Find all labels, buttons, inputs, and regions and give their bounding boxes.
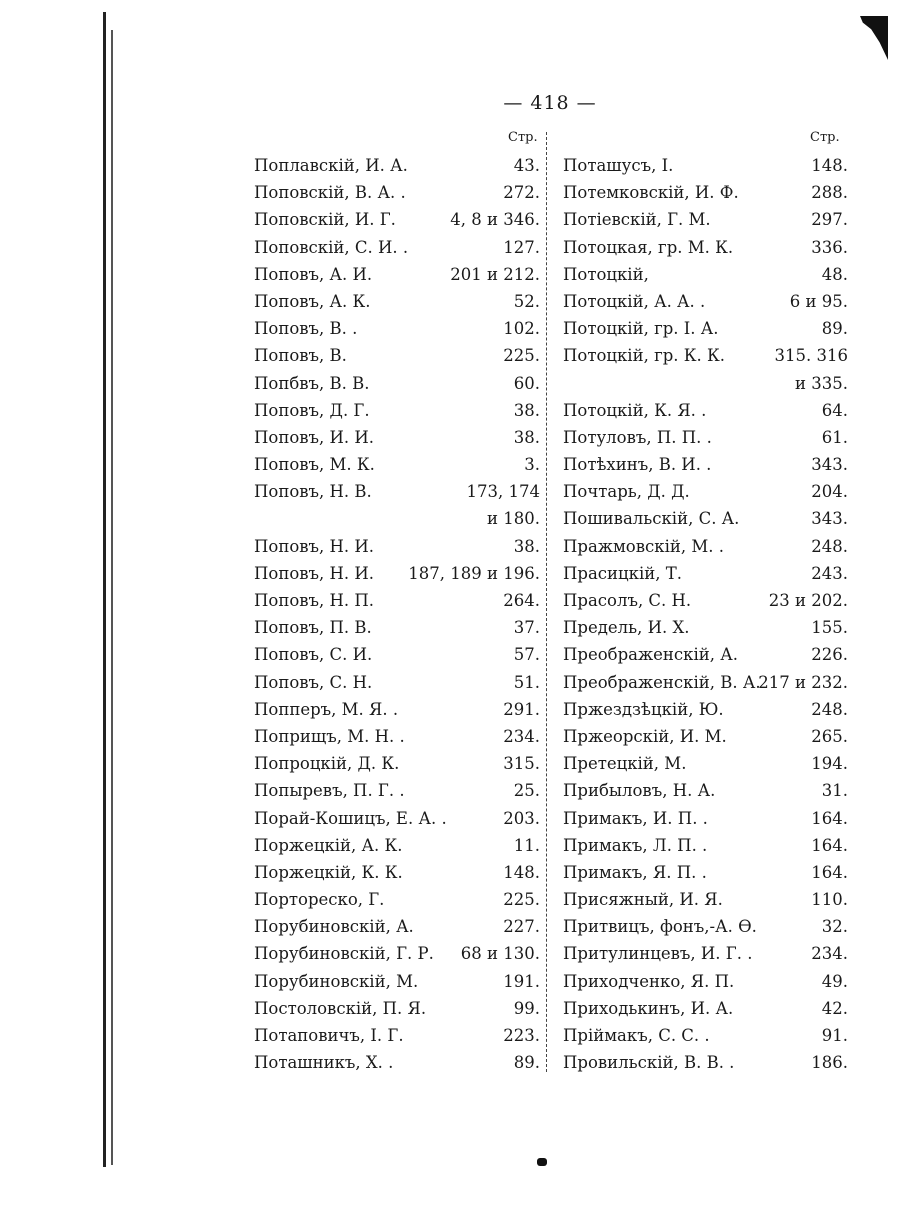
index-entry <box>563 669 848 696</box>
entry-name: Притвицъ, фонъ,-А. Ѳ. <box>563 917 757 937</box>
entry-name: Примакъ, Я. П. . <box>563 862 707 882</box>
entry-name: Порубиновскій, М. <box>254 971 419 991</box>
entry-pages: 32. <box>821 917 848 937</box>
entry-name: Провильскій, В. В. . <box>563 1053 735 1073</box>
entry-pages: 297. <box>811 210 848 230</box>
entry-pages: и 335. <box>795 373 848 393</box>
entry-name: Попперъ, М. Я. . <box>254 699 399 719</box>
left-column-pages-header: Стр. <box>508 130 538 145</box>
corner-ink-blot <box>860 16 888 60</box>
entry-pages: 102. <box>503 319 540 339</box>
entry-pages: 164. <box>811 835 848 855</box>
entry-pages: 61. <box>821 427 848 447</box>
entry-name: Поповъ, А. К. <box>254 291 371 311</box>
index-entry <box>254 451 540 478</box>
entry-name: Приходькинъ, И. А. <box>563 998 734 1018</box>
index-entry <box>254 805 540 832</box>
entry-name: Поповъ, С. И. <box>254 645 373 665</box>
entry-pages: 265. <box>811 726 848 746</box>
entry-pages: 51. <box>513 672 540 692</box>
index-entry <box>563 261 848 288</box>
index-entry <box>254 533 540 560</box>
entry-name: Поташникъ, Х. . <box>254 1053 394 1073</box>
entry-name: Прибыловъ, Н. А. <box>563 781 716 801</box>
entry-name: Поповъ, М. К. <box>254 455 375 475</box>
entry-name: Поповъ, Д. Г. <box>254 400 370 420</box>
binding-edge-line <box>103 12 106 1167</box>
entry-name: Поприщъ, М. Н. . <box>254 726 405 746</box>
entry-pages: 37. <box>513 618 540 638</box>
page-number: — 418 — <box>503 92 597 114</box>
index-entry <box>563 505 848 532</box>
entry-pages: 164. <box>811 862 848 882</box>
index-entry <box>563 234 848 261</box>
index-entry <box>254 478 540 505</box>
entry-pages: 225. <box>503 890 540 910</box>
entry-pages: 31. <box>821 781 848 801</box>
entry-pages: 187, 189 и 196. <box>408 563 540 583</box>
index-entry <box>563 968 848 995</box>
entry-pages: 25. <box>513 781 540 801</box>
entry-name: Поповскій, В. А. . <box>254 183 406 203</box>
index-entry <box>254 1049 540 1076</box>
entry-pages: 194. <box>811 754 848 774</box>
index-entry <box>254 913 540 940</box>
index-entry <box>254 1022 540 1049</box>
entry-name: Попроцкій, Д. К. <box>254 754 400 774</box>
entry-name: Примакъ, И. П. . <box>563 808 708 828</box>
entry-name: Потоцкій, гр. І. А. <box>563 319 719 339</box>
bottom-ink-mark <box>537 1158 547 1166</box>
entry-name: Попыревъ, П. Г. . <box>254 781 405 801</box>
entry-pages: 91. <box>821 1026 848 1045</box>
index-entry <box>563 696 848 723</box>
entry-pages: 315. <box>503 754 540 774</box>
entry-name: Пржеорскій, И. М. <box>563 726 727 746</box>
index-entry <box>563 886 848 913</box>
index-entry <box>254 696 540 723</box>
index-entry <box>563 1022 848 1049</box>
index-entry <box>563 451 848 478</box>
entry-pages: 64. <box>821 400 848 420</box>
index-entry <box>254 424 540 451</box>
index-entry <box>254 750 540 777</box>
index-entry <box>254 587 540 614</box>
entry-pages: и 180. <box>487 509 540 529</box>
entry-pages: 288. <box>811 183 848 203</box>
entry-name: Потоцкій, А. А. . <box>563 291 706 311</box>
entry-pages: 89. <box>821 319 848 339</box>
entry-pages: 173, 174 <box>466 482 540 502</box>
entry-name: Присяжный, И. Я. <box>563 890 723 910</box>
entry-name: Потемковскій, И. Ф. <box>563 183 739 203</box>
entry-name: Поржецкій, К. К. <box>254 862 403 882</box>
entry-name: Поповъ, С. Н. <box>254 672 373 692</box>
index-entry <box>563 587 848 614</box>
entry-pages: 336. <box>811 237 848 257</box>
column-divider <box>546 132 547 1072</box>
index-entry <box>254 832 540 859</box>
entry-name: Пошивальскій, С. А. <box>563 509 740 529</box>
index-entry <box>254 152 540 179</box>
entry-pages: 6 и 95. <box>789 291 848 311</box>
entry-pages: 127. <box>503 237 540 257</box>
entry-name: Порубиновскій, А. <box>254 917 414 937</box>
entry-name: Пріймакъ, С. С. . <box>563 1026 710 1045</box>
entry-name: Пржездзѣцкій, Ю. <box>563 699 724 719</box>
entry-name: Поповскій, И. Г. <box>254 210 396 230</box>
entry-pages: 148. <box>811 156 848 175</box>
entry-name: Поповъ, Н. И. <box>254 563 375 583</box>
entry-pages: 48. <box>821 264 848 284</box>
index-entry <box>563 940 848 967</box>
entry-name: Прасолъ, С. Н. <box>563 591 692 610</box>
index-entry <box>563 370 848 397</box>
entry-pages: 186. <box>811 1053 848 1073</box>
index-entry <box>254 995 540 1022</box>
entry-name: Портореско, Г. <box>254 890 385 910</box>
entry-pages: 291. <box>503 699 540 719</box>
entry-pages: 23 и 202. <box>768 591 848 610</box>
entry-name: Поповъ, Н. В. <box>254 482 372 502</box>
index-entry <box>563 750 848 777</box>
entry-pages: 243. <box>811 563 848 583</box>
entry-name: Порубиновскій, Г. Р. <box>254 944 434 964</box>
index-entry <box>563 913 848 940</box>
index-entry <box>563 315 848 342</box>
index-entry <box>254 968 540 995</box>
entry-pages: 164. <box>811 808 848 828</box>
index-entry <box>563 805 848 832</box>
index-entry <box>254 560 540 587</box>
entry-name: Поповскій, С. И. . <box>254 237 409 257</box>
entry-pages: 110. <box>811 890 848 910</box>
index-entry <box>254 261 540 288</box>
entry-pages: 3. <box>524 455 540 475</box>
index-entry <box>254 886 540 913</box>
entry-pages: 49. <box>821 971 848 991</box>
entry-pages: 148. <box>503 862 540 882</box>
entry-name: Поповъ, А. И. <box>254 264 373 284</box>
index-entry <box>254 505 540 532</box>
entry-name: Поповъ, И. И. <box>254 427 375 447</box>
entry-pages: 217 и 232. <box>758 672 848 692</box>
index-entry <box>563 859 848 886</box>
entry-pages: 68 и 130. <box>460 944 540 964</box>
entry-name: Попбвъ, В. В. <box>254 373 370 393</box>
entry-pages: 343. <box>811 509 848 529</box>
entry-name: Поповъ, П. В. <box>254 618 372 638</box>
entry-name: Приходченко, Я. П. <box>563 971 735 991</box>
index-entry <box>563 342 848 369</box>
entry-name: Потоцкій, <box>563 264 649 284</box>
entry-pages: 225. <box>503 346 540 366</box>
index-entry <box>563 206 848 233</box>
index-entry <box>563 533 848 560</box>
entry-pages: 57. <box>513 645 540 665</box>
index-entry <box>254 777 540 804</box>
index-entry <box>563 641 848 668</box>
index-entry <box>254 723 540 750</box>
entry-pages: 38. <box>513 427 540 447</box>
index-entry <box>563 832 848 859</box>
entry-pages: 248. <box>811 699 848 719</box>
entry-pages: 52. <box>513 291 540 311</box>
entry-name: Поташусъ, І. <box>563 156 674 175</box>
entry-name: Потоцкій, К. Я. . <box>563 400 707 420</box>
index-entry <box>563 777 848 804</box>
entry-name: Потоцкая, гр. М. К. <box>563 237 734 257</box>
entry-pages: 223. <box>503 1026 540 1045</box>
index-entry <box>563 614 848 641</box>
entry-name: Претецкій, М. <box>563 754 687 774</box>
entry-name: Потіевскій, Г. М. <box>563 210 711 230</box>
index-entry <box>254 614 540 641</box>
entry-name: Поповъ, В. . <box>254 319 358 339</box>
entry-pages: 99. <box>513 998 540 1018</box>
entry-pages: 343. <box>811 455 848 475</box>
entry-name: Поповъ, В. <box>254 346 347 366</box>
index-entry <box>254 234 540 261</box>
index-entry <box>254 179 540 206</box>
entry-pages: 11. <box>513 835 540 855</box>
index-entry <box>563 152 848 179</box>
index-entry <box>254 641 540 668</box>
entry-pages: 203. <box>503 808 540 828</box>
binding-edge-line-inner <box>111 30 113 1165</box>
entry-pages: 38. <box>513 536 540 556</box>
entry-name: Почтарь, Д. Д. <box>563 482 690 502</box>
right-index-column <box>563 152 848 1076</box>
entry-name: Притулинцевъ, И. Г. . <box>563 944 753 964</box>
entry-pages: 227. <box>503 917 540 937</box>
right-column-pages-header: Стр. <box>810 130 840 145</box>
entry-pages: 38. <box>513 400 540 420</box>
index-entry <box>563 288 848 315</box>
entry-pages: 226. <box>811 645 848 665</box>
entry-pages: 191. <box>503 971 540 991</box>
index-entry <box>254 940 540 967</box>
entry-name: Преображенскій, В. А. <box>563 672 761 692</box>
entry-name: Потуловъ, П. П. . <box>563 427 712 447</box>
entry-pages: 234. <box>503 726 540 746</box>
index-entry <box>254 342 540 369</box>
entry-pages: 272. <box>503 183 540 203</box>
index-entry <box>254 859 540 886</box>
entry-name: Порай-Кошицъ, Е. А. . <box>254 808 447 828</box>
index-entry <box>563 1049 848 1076</box>
entry-pages: 60. <box>513 373 540 393</box>
index-entry <box>563 179 848 206</box>
entry-pages: 248. <box>811 536 848 556</box>
index-entry <box>563 560 848 587</box>
entry-pages: 315. 316 <box>774 346 848 366</box>
entry-name: Пражмовскій, М. . <box>563 536 724 556</box>
index-entry <box>563 723 848 750</box>
entry-pages: 201 и 212. <box>450 264 540 284</box>
entry-name: Поповъ, Н. П. <box>254 591 375 610</box>
entry-pages: 42. <box>821 998 848 1018</box>
index-entry <box>254 288 540 315</box>
entry-pages: 4, 8 и 346. <box>450 210 540 230</box>
entry-name: Преображенскій, А. <box>563 645 738 665</box>
entry-pages: 264. <box>503 591 540 610</box>
entry-name: Поржецкій, А. К. <box>254 835 403 855</box>
entry-name: Потоцкій, гр. К. К. <box>563 346 726 366</box>
entry-name: Потаповичъ, І. Г. <box>254 1026 404 1045</box>
entry-name: Прасицкій, Т. <box>563 563 682 583</box>
entry-name: Примакъ, Л. П. . <box>563 835 708 855</box>
index-entry <box>254 315 540 342</box>
entry-pages: 43. <box>513 156 540 175</box>
entry-pages: 204. <box>811 482 848 502</box>
index-entry <box>563 478 848 505</box>
entry-pages: 234. <box>811 944 848 964</box>
entry-pages: 155. <box>811 618 848 638</box>
index-entry <box>254 669 540 696</box>
index-entry <box>563 424 848 451</box>
index-entry <box>563 995 848 1022</box>
entry-name: Постоловскій, П. Я. <box>254 998 427 1018</box>
index-entry <box>254 397 540 424</box>
entry-name: Предель, И. Х. <box>563 618 690 638</box>
index-entry <box>254 206 540 233</box>
entry-name: Потѣхинъ, В. И. . <box>563 455 712 475</box>
entry-name: Поплавскій, И. А. <box>254 156 408 175</box>
left-index-column <box>254 152 540 1076</box>
index-entry <box>254 370 540 397</box>
entry-name: Поповъ, Н. И. <box>254 536 375 556</box>
index-entry <box>563 397 848 424</box>
entry-pages: 89. <box>513 1053 540 1073</box>
